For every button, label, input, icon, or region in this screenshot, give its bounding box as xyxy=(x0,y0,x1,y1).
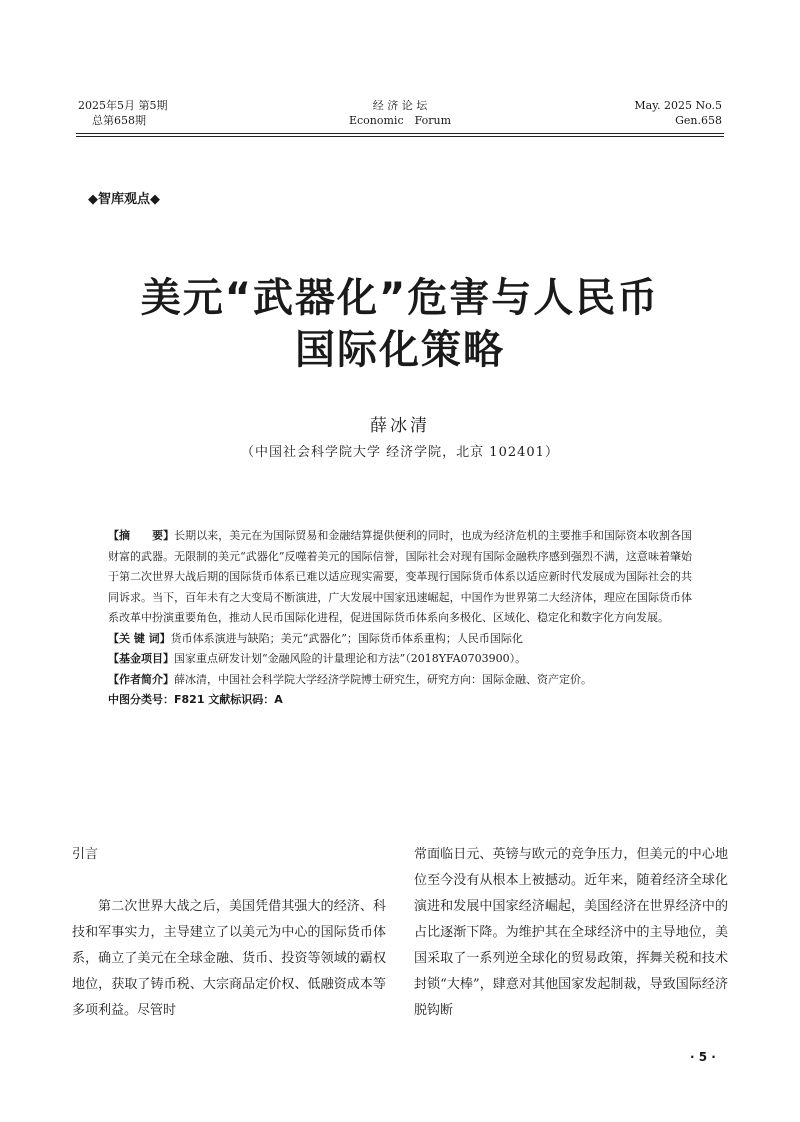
body-paragraph-left: 第二次世界大战之后，美国凭借其强大的经济、科技和军事实力，主导建立了以美元为中心的国际货币体系，确立了美元在全球金融、货币、投资等领域的霸权地位，获取了铸币税、大宗商品定价权、低融资成本等多项利益。尽管时 xyxy=(72,899,386,1018)
issue-total: 总第658期 xyxy=(92,114,146,127)
body-column-left xyxy=(72,842,386,1024)
abstract-block xyxy=(108,526,692,711)
journal-name-cn: 经 济 论 坛 xyxy=(372,99,428,112)
section-title: 引言 xyxy=(72,847,99,862)
author-name: 薛冰清 xyxy=(370,416,430,436)
fund-label: 【基金项目】 xyxy=(108,652,174,665)
abstract-label: 【摘 要】 xyxy=(108,529,175,542)
title-line-2: 国际化策略 xyxy=(295,327,505,373)
fund-project xyxy=(108,649,692,670)
header-center xyxy=(76,98,724,128)
author-bio-text: 薛冰清，中国社会科学院大学经济学院博士研究生，研究方向：国际金融、资产定价。 xyxy=(174,672,592,686)
article-title xyxy=(60,272,740,376)
journal-name-en: Economic Forum xyxy=(348,114,452,127)
classification-code: 中图分类号：F821 文献标识码：A xyxy=(108,693,283,706)
issue-date: 2025年5月 第5期 xyxy=(78,99,168,112)
author-bio-label: 【作者简介】 xyxy=(108,672,174,686)
author-affiliation: （中国社会科学院大学 经济学院，北京 102401） xyxy=(241,445,559,460)
header-right xyxy=(634,98,722,128)
abstract xyxy=(108,526,692,629)
column-tag: ◆智库观点◆ xyxy=(88,192,160,207)
issue-date-en: May. 2025 No.5 xyxy=(634,99,722,112)
fund-text: 国家重点研发计划“金融风险的计量理论和方法”（2018YFA0703900）。 xyxy=(174,652,527,665)
page-number: · 5 · xyxy=(690,1050,716,1064)
author-bio xyxy=(108,670,692,691)
body-paragraph-right: 常面临日元、英镑与欧元的竞争压力，但美元的中心地位至今没有从根本上被撼动。近年来，随着经济全球化演进和发展中国家经济崛起，美国经济在世界经济中的占比逐渐下降。为维护其在全球经济中的主导地位，美国采取了一系列逆全球化的贸易政策，挥舞关税和技术封锁“大棒”，肆意对其他国家发起制裁，导致国际经济脱钩断 xyxy=(414,847,728,1018)
body-column-right xyxy=(414,842,728,1024)
title-line-1: 美元“武器化”危害与人民币 xyxy=(140,275,660,321)
abstract-text: 长期以来，美元在为国际贸易和金融结算提供便利的同时，也成为经济危机的主要推手和国际资本收割各国财富的武器。无限制的美元“武器化”反噬着美元的国际信誉，国际社会对现有国际金融秩序感到强烈不满，这意味着肇始于第二次世界大战后期的国际货币体系已难以适应现实需要，变革现行国际货币体系以适应新时代发展成为国际社会的共同诉求。当下，百年未有之大变局不断演进，广大发展中国家迅速崛起，中国作为世界第二大经济体，理应在国际货币体系改革中扮演重要角色，推动人民币国际化进程，促进国际货币体系向多极化、区域化、稳定化和数字化方向发展。 xyxy=(108,529,693,624)
header-rule-thick xyxy=(76,133,724,134)
issue-gen: Gen.658 xyxy=(675,114,722,127)
keywords-label: 【关 键 词】 xyxy=(108,631,171,645)
header-rule-thin xyxy=(76,136,724,137)
keywords xyxy=(108,629,692,650)
keywords-text: 货币体系演进与缺陷；美元“武器化”；国际货币体系重构；人民币国际化 xyxy=(170,631,523,645)
running-header xyxy=(76,98,724,134)
